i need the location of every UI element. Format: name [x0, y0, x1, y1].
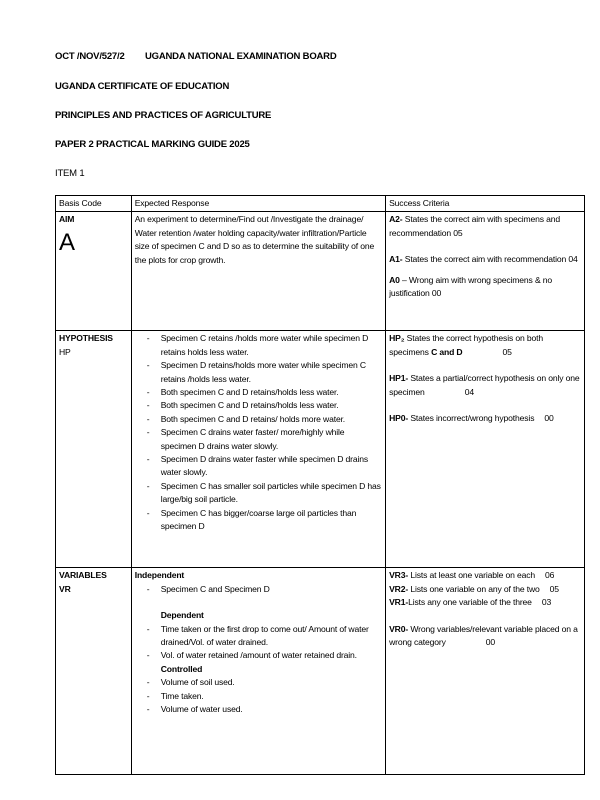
basis-code-cell [56, 331, 132, 568]
criterion: VR0- Wrong variables/relevant variable placed on a wrong category 00 [389, 623, 578, 648]
criterion: A1- States the correct aim with recommendation 04 [389, 254, 578, 265]
list-item: - Volume of water used. [147, 703, 382, 716]
paper-code: OCT /NOV/527/2 [55, 51, 125, 62]
header-line-1 [55, 51, 337, 62]
table-header-row [56, 196, 585, 212]
list-item: - Both specimen C and D retains/ holds more water. [147, 413, 382, 426]
column-header: Basis Code [56, 196, 132, 212]
table-row [56, 331, 585, 568]
exam-board: UGANDA NATIONAL EXAMINATION BOARD [145, 51, 337, 62]
success-criteria-cell [386, 331, 585, 568]
independent-heading: Independent [134, 570, 185, 581]
criterion: HP₂ States the correct hypothesis on both specimens C and D 05 [389, 333, 543, 357]
list-item: - Time taken or the first drop to come out/ Amount of water drained/Vol. of water drained. [147, 623, 382, 650]
success-criteria-cell [386, 568, 585, 775]
list-item: - Volume of soil used. [147, 676, 382, 689]
criterion: HP0- States incorrect/wrong hypothesis 00 [389, 413, 554, 424]
subject-title: PRINCIPLES AND PRACTICES OF AGRICULTURE [55, 110, 272, 121]
list-item: - Specimen C has smaller soil particles while specimen D has large/big soil particle. [147, 480, 382, 507]
column-header: Success Criteria [386, 196, 585, 212]
basis-subcode: VR [59, 583, 71, 594]
list-item: - Both specimen C and D retains/holds less water. [147, 386, 382, 399]
basis-subcode: A [59, 228, 75, 256]
basis-code: HYPOTHESIS [59, 333, 113, 344]
expected-response-cell [131, 331, 385, 568]
item-label: ITEM 1 [55, 168, 85, 179]
success-criteria-cell [386, 212, 585, 331]
column-header: Expected Response [131, 196, 385, 212]
certificate-title: UGANDA CERTIFICATE OF EDUCATION [55, 81, 230, 92]
dependent-heading: Dependent [160, 610, 204, 621]
paper-title: PAPER 2 PRACTICAL MARKING GUIDE 2025 [55, 139, 250, 150]
basis-subcode: HP [59, 346, 71, 357]
basis-code-cell [56, 568, 132, 775]
list-item: - Specimen C and Specimen D [147, 583, 382, 596]
criterion: A0 – Wrong aim with wrong specimens & no justification 00 [389, 274, 553, 299]
list-item: - Both specimen C and D retains/holds less water. [147, 399, 382, 412]
dependent-list [135, 623, 382, 663]
table-row [56, 568, 585, 775]
list-item: - Specimen D drains water faster while specimen D drains water slowly. [147, 453, 382, 480]
independent-list [135, 583, 382, 596]
list-item: - Specimen C has bigger/coarse large oil particles than specimen D [147, 507, 382, 534]
list-item: - Specimen C retains /holds more water while specimen D retains holds less water. [147, 332, 382, 359]
marking-table [55, 195, 585, 775]
list-item: - Specimen D retains/holds more water while specimen C retains /holds less water. [147, 359, 382, 386]
criterion: VR2- Lists one variable on any of the two 05 [389, 583, 559, 594]
criterion: VR1-Lists any one variable of the three 03 [389, 597, 552, 608]
criterion: A2- States the correct aim with specimens and recommendation 05 [389, 214, 561, 238]
list-item: - Vol. of water retained /amount of water retained drain. [147, 649, 382, 662]
list-item: - Specimen C drains water faster/ more/highly while specimen D drains water slowly. [147, 426, 382, 453]
criterion: HP1- States a partial/correct hypothesis on only one specimen 04 [389, 373, 580, 397]
basis-code: AIM [59, 214, 75, 225]
response-list [135, 332, 382, 533]
controlled-list [135, 676, 382, 716]
controlled-heading: Controlled [160, 663, 203, 674]
expected-response-cell [131, 568, 385, 775]
criterion: VR3- Lists at least one variable on each 06 [389, 570, 555, 581]
expected-response: An experiment to determine/Find out /Investigate the drainage/ Water retention /water holding capacity/water infiltration/Particle size of specimen C and D so as to determine the suitability of one the plots for crop growth. [134, 214, 375, 265]
basis-code: VARIABLES [59, 570, 107, 581]
expected-response-cell [131, 212, 385, 331]
basis-code-cell [56, 212, 132, 331]
table-row [56, 212, 585, 331]
list-item: - Time taken. [147, 690, 382, 703]
